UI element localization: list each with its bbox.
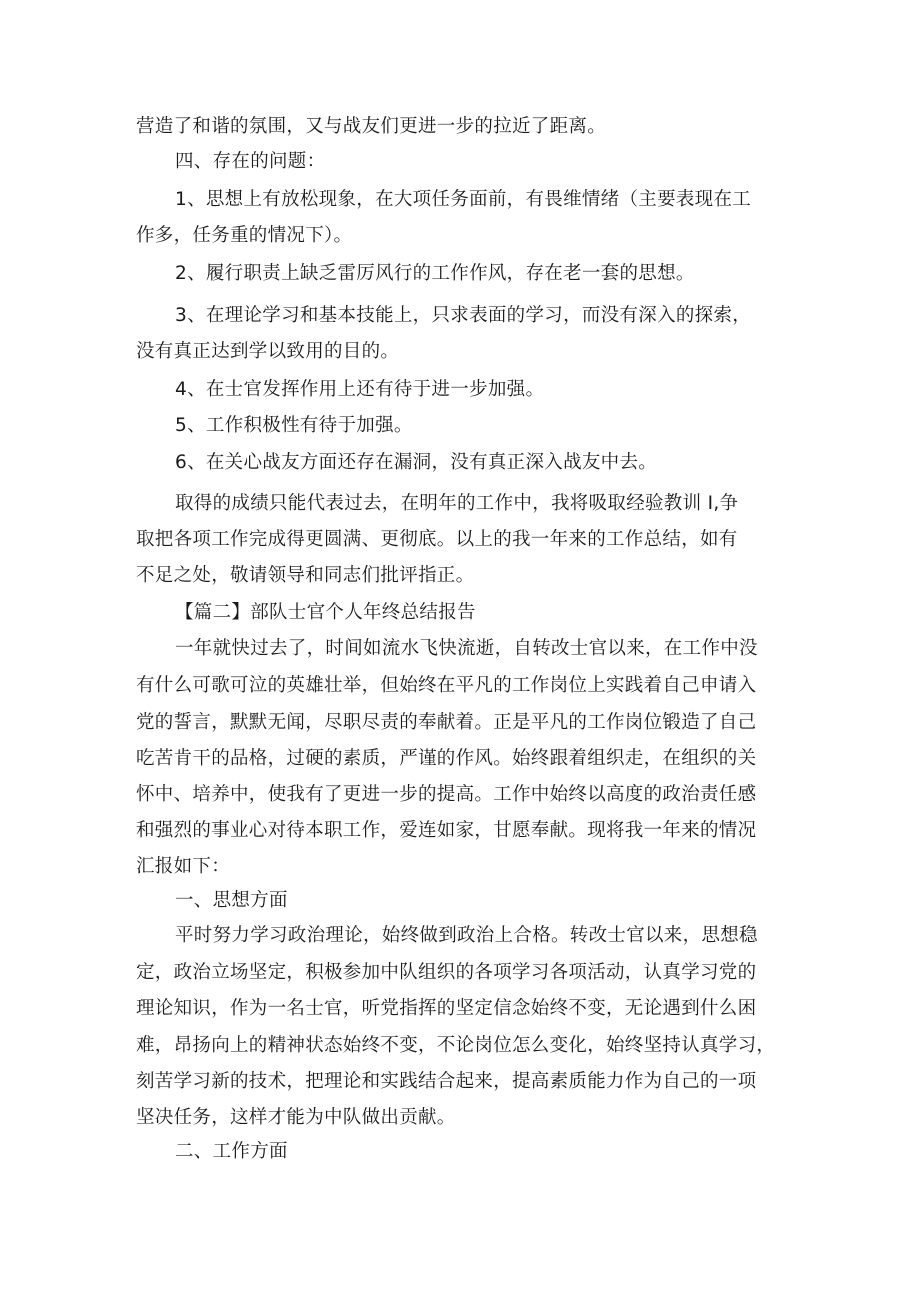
- text-line: 有什么可歌可泣的英雄壮举，但始终在平凡的工作岗位上实践着自己申请入: [136, 675, 757, 696]
- list-item: 3、在理论学习和基本技能上，只求表面的学习，而没有深入的探索，: [175, 305, 752, 326]
- text-line: 理论知识，作为一名士官，听党指挥的坚定信念始终不变，无论遇到什么困: [136, 998, 757, 1019]
- text-line: 一年就快过去了，时间如流水飞快流逝，自转改士官以来，在工作中没: [175, 638, 758, 659]
- text-line: 和强烈的事业心对待本职工作，爱连如家，甘愿奉献。现将我一年来的情况: [136, 820, 757, 841]
- text-line: 难，昂扬向上的精神状态始终不变，不论岗位怎么变化，始终坚持认真学习，: [136, 1035, 776, 1056]
- list-item: 1、思想上有放松现象，在大项任务面前，有畏维情绪（主要表现在工: [175, 189, 752, 210]
- text-line: 吃苦肯干的品格，过硬的素质，严谨的作风。始终跟着组织走，在组织的关: [136, 748, 757, 769]
- text-line: 定，政治立场坚定，积极参加中队组织的各项学习各项活动，认真学习党的: [136, 962, 757, 983]
- section-heading: 一、思想方面: [175, 890, 288, 911]
- article-title: 【篇二】部队士官个人年终总结报告: [175, 602, 476, 623]
- text-line: 刻苦学习新的技术，把理论和实践结合起来，提高素质能力作为自己的一项: [136, 1071, 757, 1092]
- list-item: 4、在士官发挥作用上还有待于进一步加强。: [175, 379, 545, 400]
- text-line: 平时努力学习政治理论，始终做到政治上合格。转改士官以来，思想稳: [175, 925, 758, 946]
- text-line: 作多，任务重的情况下）。: [136, 225, 353, 246]
- text-line: 没有真正达到学以致用的目的。: [136, 341, 400, 362]
- text-line: 取得的成绩只能代表过去，在明年的工作中，我将吸取经验教训 I,争: [175, 493, 739, 514]
- text-line: 不足之处，敬请领导和同志们批评指正。: [136, 565, 475, 586]
- list-item: 5、工作积极性有待于加强。: [175, 415, 413, 436]
- text-line: 党的誓言，默默无闻，尽职尽责的奉献着。正是平凡的工作岗位锻造了自己: [136, 712, 757, 733]
- list-item: 2、履行职责上缺乏雷厉风行的工作作风，存在老一套的思想。: [175, 263, 695, 284]
- list-item: 6、在关心战友方面还存在漏洞，没有真正深入战友中去。: [175, 452, 658, 473]
- text-line: 坚决任务，这样才能为中队做出贡献。: [136, 1107, 456, 1128]
- section-heading: 四、存在的问题：: [175, 151, 326, 172]
- section-heading: 二、工作方面: [175, 1141, 288, 1162]
- text-line: 怀中、培养中，使我有了更进一步的提高。工作中始终以高度的政治责任感: [136, 784, 757, 805]
- text-line: 营造了和谐的氛围，又与战友们更进一步的拉近了距离。: [136, 116, 607, 137]
- text-line: 汇报如下：: [136, 856, 231, 877]
- text-line: 取把各项工作完成得更圆满、更彻底。以上的我一年来的工作总结，如有: [136, 529, 738, 550]
